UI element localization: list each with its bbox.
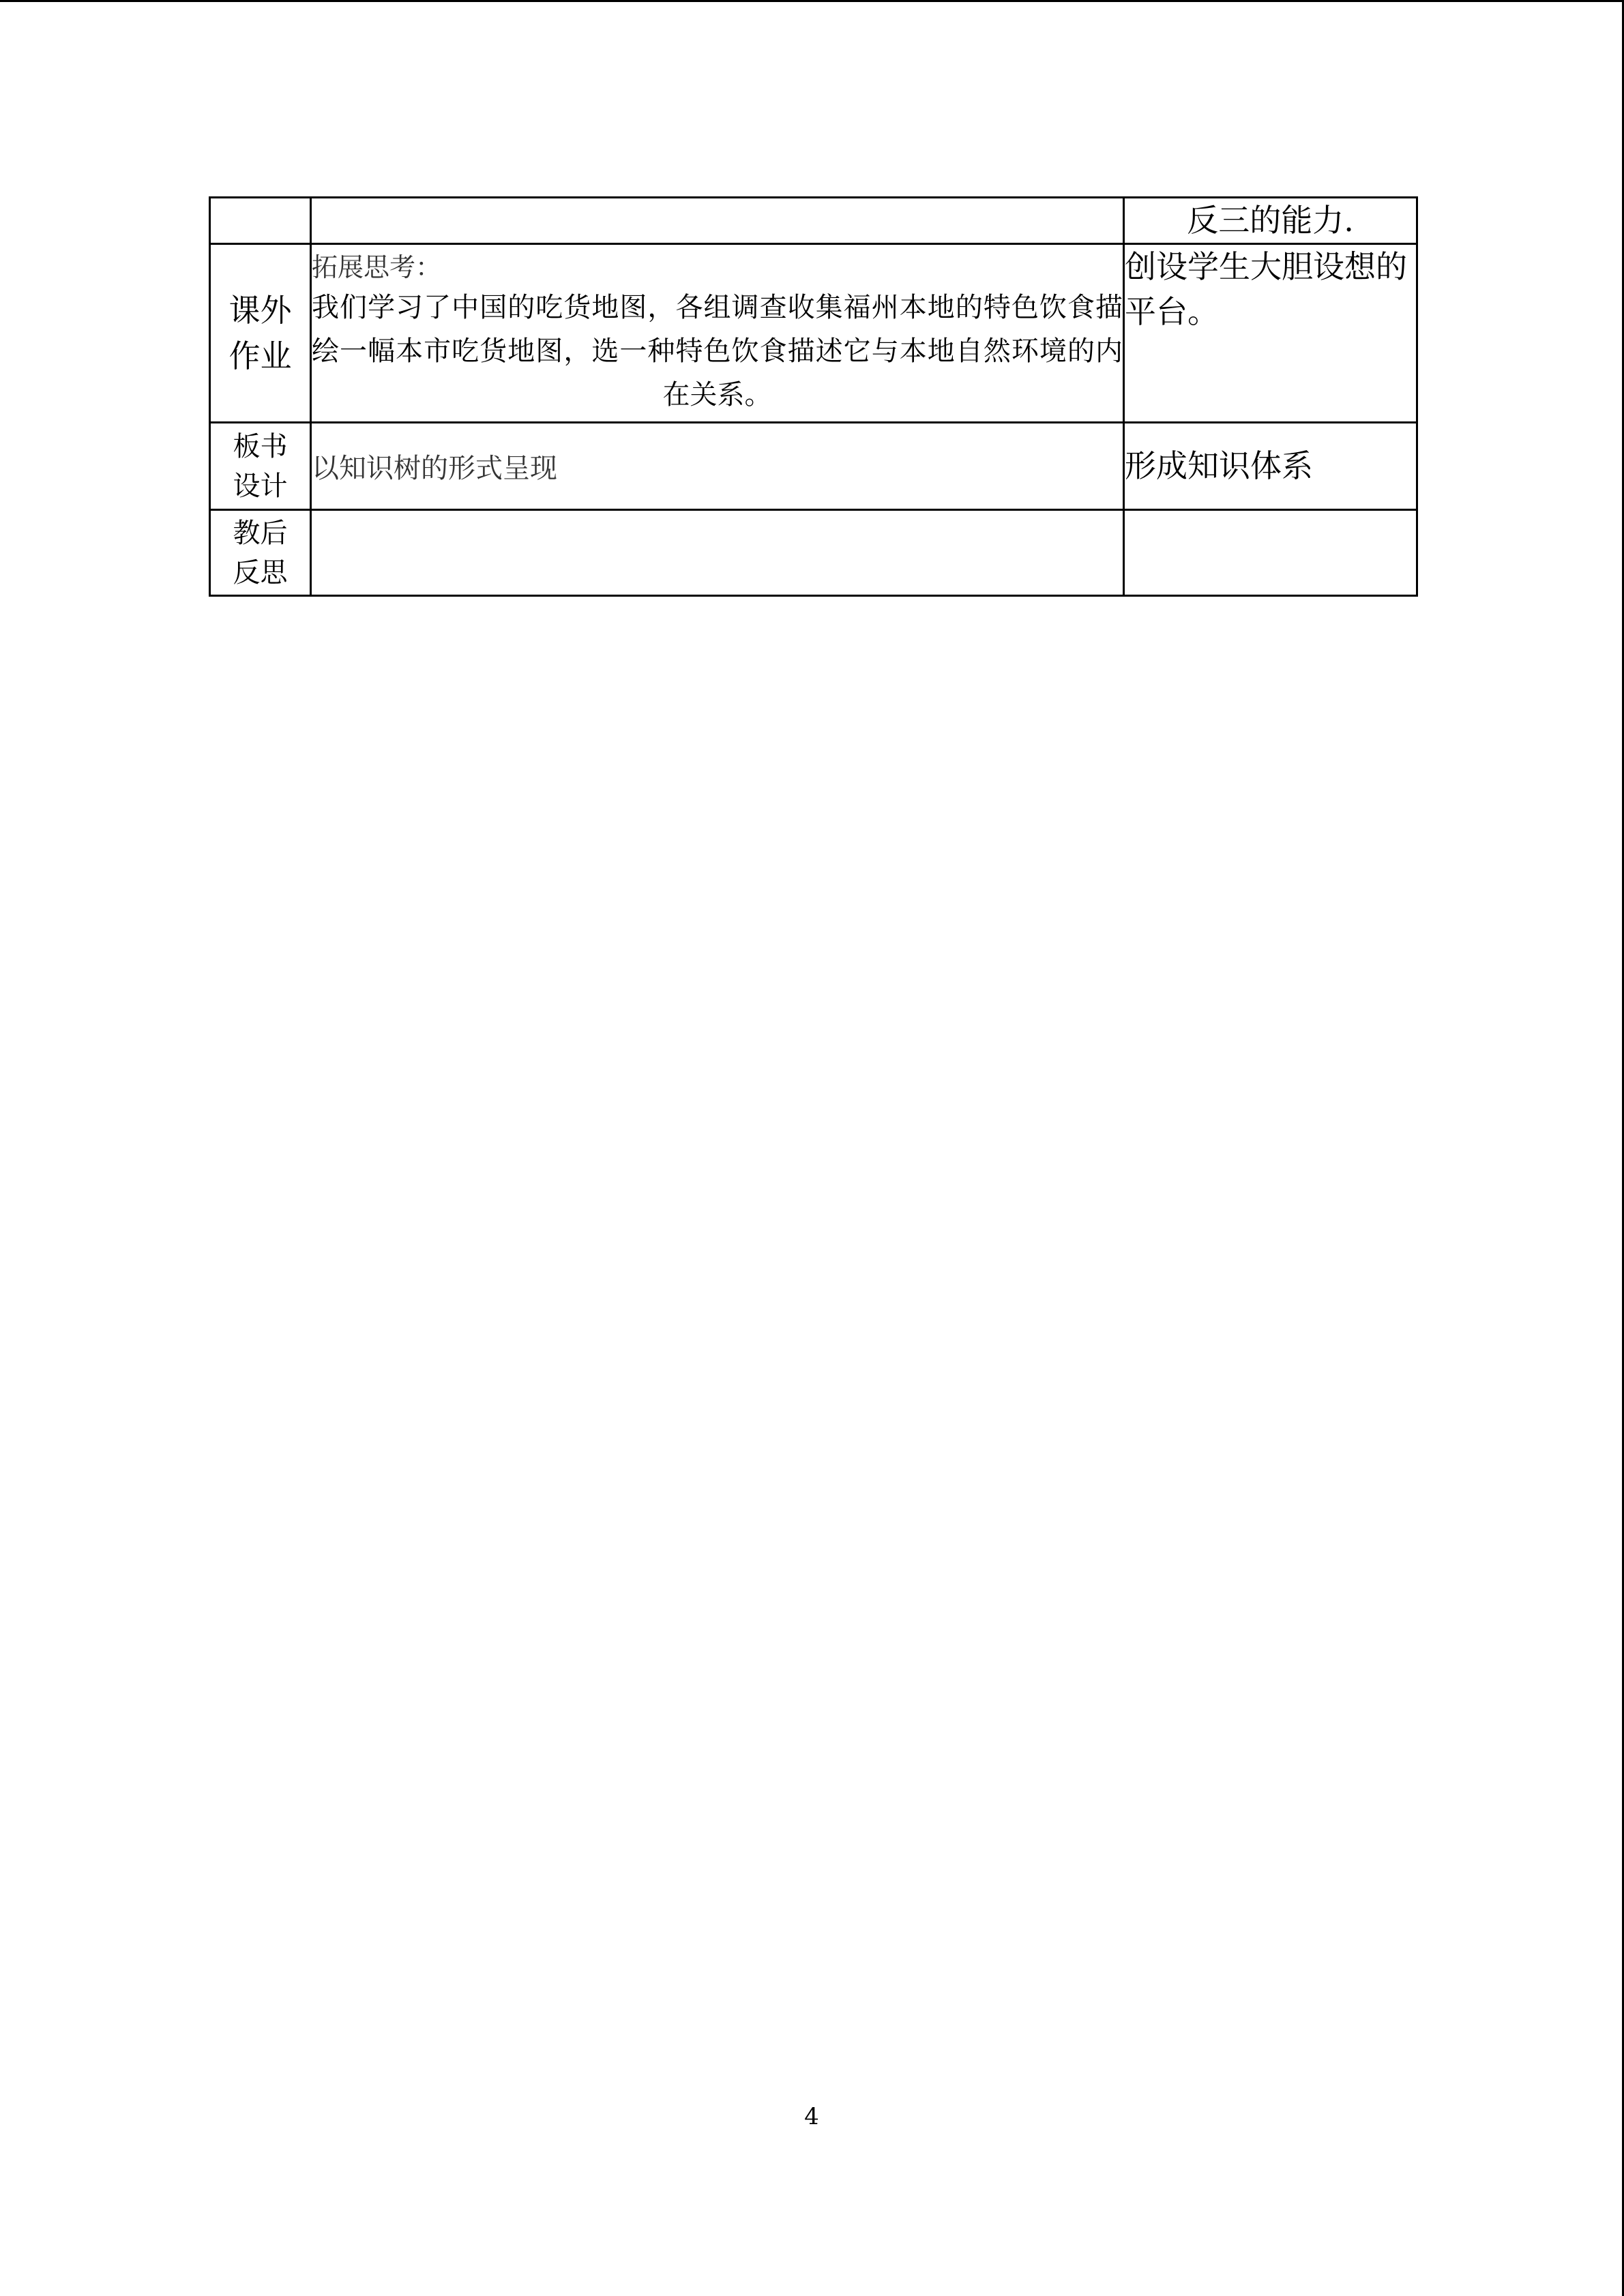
prompt-body: 我们学习了中国的吃货地图，各组调查收集福州本地的特色饮食描绘一幅本市吃货地图，选一种特色饮食描述它与本地自然环境的内在关系。	[312, 292, 1123, 411]
table-row-reflection	[210, 510, 1417, 596]
label-line: 板书 设计	[233, 430, 288, 502]
table-row-board-design	[210, 423, 1417, 510]
homework-content-cell	[311, 244, 1124, 423]
design-intent-cell: 创设学生大胆设想的平台。	[1124, 244, 1417, 423]
row-content-empty	[311, 198, 1124, 244]
design-intent-cell	[1124, 510, 1417, 596]
row-label-homework	[210, 244, 311, 423]
design-intent-cell: 反三的能力.	[1124, 198, 1417, 244]
prompt-title: 拓展思考：	[312, 252, 442, 283]
top-border-line	[0, 0, 1624, 2]
design-intent-cell: 形成知识体系	[1124, 423, 1417, 510]
reflection-content-cell	[311, 510, 1124, 596]
row-label-empty	[210, 198, 311, 244]
row-label-reflection	[210, 510, 311, 596]
table-row-continuation	[210, 198, 1417, 244]
label-line: 教后 反思	[233, 517, 288, 588]
lesson-plan-table	[209, 196, 1418, 597]
table-row-homework	[210, 244, 1417, 423]
row-label-board-design	[210, 423, 311, 510]
page-number: 4	[804, 2103, 819, 2130]
label-line: 课外 作业	[228, 292, 292, 374]
board-design-content-cell: 以知识树的形式呈现	[311, 423, 1124, 510]
